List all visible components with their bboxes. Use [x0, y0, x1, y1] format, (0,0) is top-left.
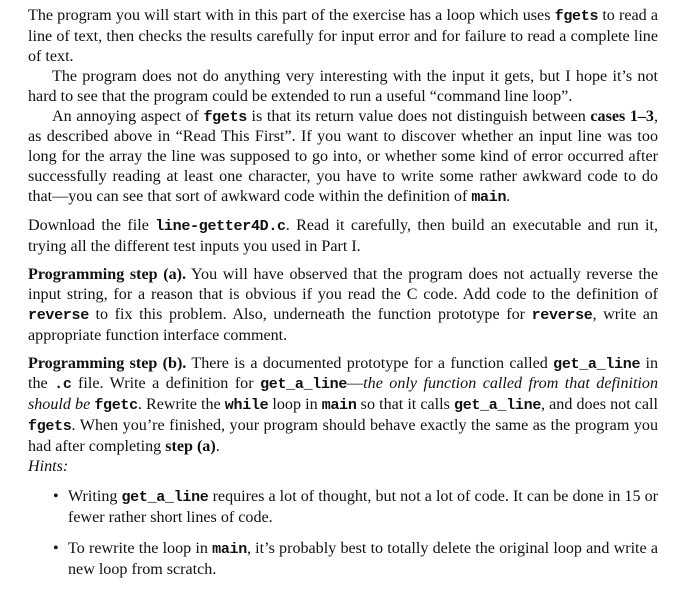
text: file. Write a definition for: [71, 375, 261, 393]
step-a-heading: Programming step (a).: [28, 265, 187, 283]
code-reverse: reverse: [531, 306, 593, 324]
code-main: main: [212, 540, 247, 558]
text: You will have observed that the program does not actually reverse the input string, for a reason that is obvious if you read the C code. Add code to the definition of: [28, 265, 658, 303]
text: , as described above in “Read This First”. If you want to discover whether an input line was too long for the array the line was supposed to go into, or whether some kind of error occurred after successfully reading at least one character, you have to write some rather awkward code to do that—you can see that sort of awkward code within the definition of: [28, 107, 658, 206]
code-dot-c: .c: [54, 376, 72, 394]
code-fgets: fgets: [554, 8, 599, 25]
text: requires a lot of thought, but not a lot of code. It can be done in 15 or fewer rather short lines of code.: [68, 487, 658, 526]
code-filename: line-getter4D.c: [155, 218, 286, 236]
italic-text: the only function called from that definition should be: [28, 375, 658, 414]
code-get-a-line: get_a_line: [553, 355, 641, 373]
text: The program does not do anything very interesting with the input it gets, but I hope it’s not hard to see that the program could be extended to run a useful “command line loop”.: [28, 67, 658, 105]
text: —: [347, 375, 364, 393]
code-get-a-line: get_a_line: [454, 397, 542, 415]
code-main: main: [321, 397, 357, 415]
bold-cases: cases 1–3: [590, 107, 654, 125]
text: is that its return value does not distinguish between: [246, 107, 591, 125]
paragraph-download: [28, 216, 658, 257]
text: to fix this problem. Also, underneath the function prototype for: [88, 305, 532, 323]
text: There is a documented prototype for a function called: [186, 354, 554, 372]
text: The program you will start with in this part of the exercise has a loop which uses: [28, 7, 555, 24]
code-fgets: fgets: [203, 108, 247, 126]
list-item: [53, 539, 659, 580]
text: An annoying aspect of: [52, 107, 204, 125]
paragraph-step-a: [28, 265, 658, 346]
code-while: while: [224, 397, 269, 415]
text: Writing: [68, 487, 122, 505]
text: , write an appropriate function interface comment.: [28, 305, 658, 344]
bold-step-a: step (a): [165, 438, 216, 456]
list-item: [53, 487, 658, 528]
text: in the: [28, 354, 658, 393]
text: To rewrite the loop in: [68, 539, 213, 557]
code-fgets: fgets: [28, 418, 72, 436]
code-fgetc: fgetc: [94, 397, 138, 415]
hints-label: Hints:: [28, 458, 69, 476]
paragraph-intro: [28, 6, 658, 67]
text: loop in: [268, 396, 322, 414]
text: , and does not call: [541, 396, 658, 414]
paragraph-step-b: [28, 354, 658, 477]
text: Download the file: [28, 217, 156, 235]
code-get-a-line: get_a_line: [260, 376, 348, 394]
paragraph-annoying-aspect: [28, 107, 658, 209]
paragraph-command-loop: [28, 67, 658, 107]
text: . When you’re finished, your program should behave exactly the same as the program you had after completing: [28, 417, 658, 456]
code-reverse: reverse: [28, 306, 89, 324]
bullet-icon: •: [53, 539, 59, 557]
code-main: main: [471, 189, 507, 207]
code-get-a-line: get_a_line: [121, 488, 209, 506]
text: to read a line of text, then checks the results carefully for input error and for failure to read a complete line of text.: [28, 7, 658, 65]
step-b-heading: Programming step (b).: [28, 354, 187, 372]
text: .: [215, 438, 220, 456]
bullet-icon: •: [53, 487, 59, 505]
text: , it’s probably best to totally delete the original loop and write a new loop from scratch.: [68, 539, 659, 578]
text: .: [506, 188, 511, 206]
text: . Read it carefully, then build an executable and run it, trying all the different test inputs you used in Part I.: [28, 217, 658, 255]
text: . Rewrite the: [137, 396, 225, 414]
hints-list: [28, 487, 658, 580]
text: so that it calls: [356, 396, 454, 414]
